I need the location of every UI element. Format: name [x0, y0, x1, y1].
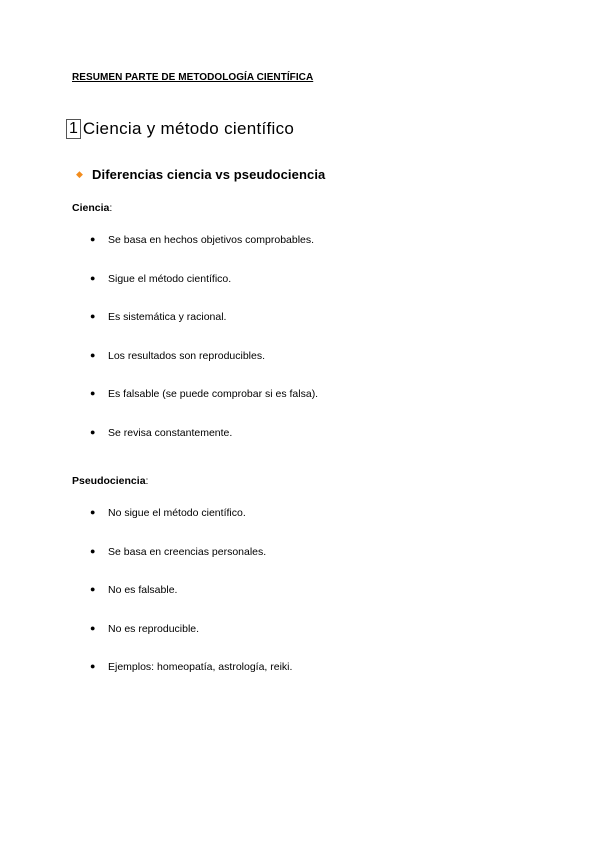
list-item-text: No sigue el método científico.	[108, 507, 246, 519]
subsection-heading	[76, 167, 325, 182]
orange-diamond-icon: ◆	[76, 169, 83, 179]
document-title: RESUMEN PARTE DE METODOLOGÍA CIENTÍFICA	[72, 72, 314, 83]
pseudociencia-label-colon: :	[145, 475, 149, 487]
ciencia-label-text: Ciencia	[72, 202, 110, 214]
list-item-text: Ejemplos: homeopatía, astrología, reiki.	[108, 661, 293, 673]
bullet-icon: ●	[90, 545, 96, 556]
bullet-icon: ●	[90, 622, 96, 633]
list-item-text: Los resultados son reproducibles.	[108, 349, 266, 362]
bullet-icon: ●	[90, 234, 96, 244]
list-item-text: Es sistemática y racional.	[108, 311, 227, 323]
list-item-text: No es reproducible.	[108, 622, 200, 635]
list-item-text: Es falsable (se puede comprobar si es falsa).	[108, 388, 319, 400]
bullet-icon: ●	[90, 426, 96, 437]
list-item-text: No es falsable.	[108, 584, 178, 596]
heading-text: Ciencia y método científico	[82, 119, 295, 138]
bullet-icon: ●	[90, 272, 96, 283]
bullet-icon: ●	[90, 584, 96, 594]
bullet-icon: ●	[90, 388, 96, 398]
pseudociencia-label	[72, 475, 148, 487]
ciencia-label-colon: :	[109, 202, 113, 214]
bullet-icon: ●	[90, 661, 96, 671]
section-heading	[66, 119, 294, 139]
bullet-icon: ●	[90, 311, 96, 321]
subsection-heading-text: Diferencias ciencia vs pseudociencia	[92, 167, 326, 182]
bullet-icon: ●	[90, 349, 96, 360]
heading-number: 1	[66, 119, 81, 139]
ciencia-label	[72, 202, 112, 214]
list-item-text: Se basa en creencias personales.	[108, 545, 267, 558]
bullet-icon: ●	[90, 507, 96, 517]
pseudociencia-label-text: Pseudociencia	[72, 475, 146, 487]
list-item-text: Se basa en hechos objetivos comprobables.	[108, 234, 315, 246]
list-item-text: Se revisa constantemente.	[108, 426, 233, 439]
list-item-text: Sigue el método científico.	[108, 272, 232, 285]
